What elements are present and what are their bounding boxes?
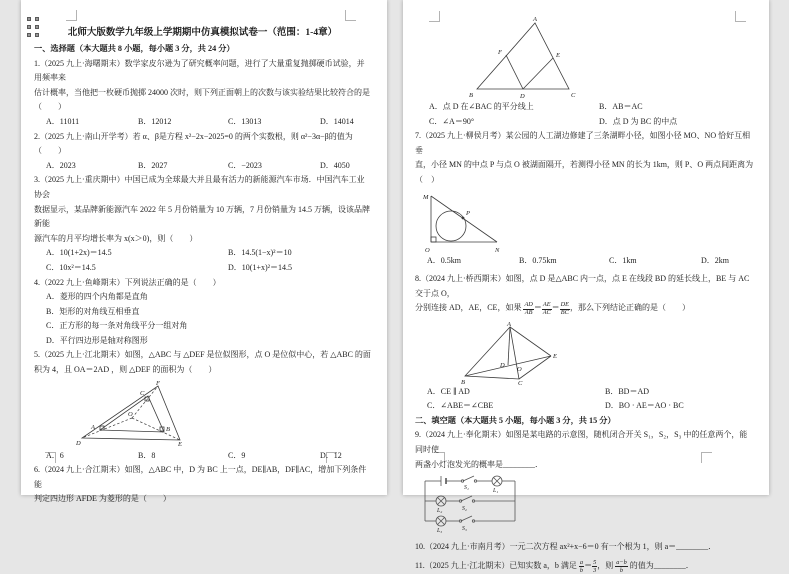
figure-label: B [469, 92, 473, 99]
figure-label: E [552, 353, 557, 360]
option-c: C．∠ABE＝∠CBE [427, 399, 605, 414]
fraction: $\frac{a-b}{b}$ [615, 560, 628, 574]
option-a: A．菱形的四个内角都是直角 [34, 290, 371, 305]
option-c: C．−2023 [228, 159, 320, 174]
question-10-text: 10.（2024 九上·市南月考）一元二次方程 ax²+x−6＝0 有一个根为 1，则 a＝________． [415, 540, 755, 555]
option-a: A．点 D 在∠BAC 的平分线上 [429, 100, 599, 115]
figure-label: C [518, 380, 523, 385]
option-a: A．6 [46, 449, 138, 464]
switch-1-label: S₁ [464, 485, 469, 491]
option-c: C．13013 [228, 115, 320, 130]
figure-label: M [422, 194, 429, 201]
question-8-options [415, 385, 755, 414]
fraction: $\frac{AE}{AC}$ [542, 302, 552, 317]
question-2-options [34, 159, 371, 174]
question-9-text: 两盏小灯泡发光的概率是________． [415, 458, 755, 473]
figure-label: F [155, 380, 161, 387]
option-b: B．0.75km [519, 254, 609, 269]
figure-label: D [499, 362, 505, 369]
exam-title: 北师大版数学九年级上学期期中仿真模拟试卷一（范围：1-4章） [34, 26, 371, 41]
question-8-text: 分别连接 AD，AE，CE，如果 $\frac{AD}{AB}$ ＝ $\frac{AE}{AC}$ ＝ $\frac{DE}{BC}$ ，那么下列结论正确的是（ ） [415, 301, 755, 316]
question-8-text: 8.（2024 九上·桥西期末）如图，点 D 是△ABC 内一点，点 E 在线段 BD 的延长线上，BE 与 AC 交于点 O， [415, 272, 755, 301]
page-1 [21, 0, 387, 495]
option-b: B．矩形的对角线互相垂直 [34, 305, 371, 320]
fraction: $\frac{AD}{AB}$ [523, 302, 533, 317]
question-11-text: 11.（2025 九上·江北期末）已知实数 a，b 满足 $\frac{a}{b}$ ＝ $\frac{5}{3}$ ，则 $\frac{a-b}{b}$ 的值为________． [415, 559, 755, 574]
figure-q5-similar-triangles [76, 380, 206, 446]
option-a: A．10(1+2x)＝14.5 [46, 246, 228, 261]
question-1-text: 1.（2025 九上·海曙期末）数学家皮尔逊为了研究概率问题，进行了大量重复抛掷硬币试验，并用频率来 [34, 57, 371, 86]
option-d: D．点 D 为 BC 的中点 [599, 115, 755, 130]
figure-label: A [90, 424, 95, 431]
question-4-text: 4.（2022 九上·鱼峰期末）下列说法正确的是（ ） [34, 276, 371, 291]
question-1-options [34, 115, 371, 130]
figure-q9-circuit-diagram [419, 475, 523, 535]
option-d: D．平行四边形是轴对称图形 [34, 334, 371, 349]
figure-q6-triangle-parallelogram [469, 15, 581, 99]
option-d: D．BO · AE＝AO · BC [605, 399, 755, 414]
figure-label: O [128, 411, 133, 418]
figure-label: O [425, 247, 430, 254]
option-d: D．14014 [320, 115, 371, 130]
question-7-options [415, 254, 755, 269]
question-3-options [34, 246, 371, 275]
fraction: $\frac{5}{3}$ [592, 560, 597, 574]
option-d: D．12 [320, 449, 371, 464]
figure-label: A [532, 16, 537, 23]
figure-label: C [571, 92, 576, 99]
question-5-text: 积为 4，且 OA＝2AD ，则 △DEF 的面积为（ ） [34, 363, 371, 378]
section-2-heading: 二、填空题（本大题共 5 小题，每小题 3 分，共 15 分） [415, 414, 755, 429]
figure-label: D [519, 93, 525, 99]
option-c: C．1km [609, 254, 701, 269]
option-a: A．11011 [46, 115, 138, 130]
figure-label: P [465, 210, 470, 217]
figure-label: B [461, 379, 465, 385]
figure-label: N [494, 247, 500, 254]
option-b: B．12012 [138, 115, 228, 130]
option-d: D．4050 [320, 159, 371, 174]
question-2-text: 2.（2025 九上·南山开学考）若 α、β是方程 x²−2x−2025=0 的两个实数根，则 α²−3α−β的值为（ ） [34, 130, 371, 159]
figure-label: F [497, 49, 503, 56]
switch-3-label: S₃ [462, 526, 467, 532]
switch-2-label: S₂ [462, 506, 467, 512]
option-c: C．正方形的每一条对角线平分一组对角 [34, 319, 371, 334]
question-3-text: 3.（2025 九上·重庆期中）中国已成为全球最大并且最有活力的新能源汽车市场．中国汽车工业协会 [34, 173, 371, 202]
lamp-1-label: L₁ [492, 488, 498, 494]
question-9-text: 9.（2024 九上·奉化期末）如图是某电路的示意图，随机闭合开关 S₁，S₂，S₃ 中的任意两个，能同时使 [415, 428, 755, 457]
question-1-text: 估计概率，当他把一枚硬币抛掷 24000 次时，则下列正面朝上的次数与该实验结果比较符合的是 [34, 86, 371, 101]
option-b: B．8 [138, 449, 228, 464]
figure-label: D [76, 440, 81, 446]
figure-q7-lake-right-triangle [421, 190, 505, 254]
option-c: C．∠A＝90° [429, 115, 599, 130]
question-6-text: 6.（2024 九上·合江期末）如图，△ABC 中，D 为 BC 上一点，DE∥AB，DF∥AC，增加下列条件能 [34, 463, 371, 492]
option-b: B．BD＝AD [605, 385, 755, 400]
figure-q8-triangle-with-cevians [461, 319, 559, 385]
figure-label: O [517, 366, 522, 373]
figure-label: B [166, 426, 170, 433]
figure-label: C [140, 390, 145, 397]
figure-label: E [177, 441, 182, 446]
question-5-options [34, 449, 371, 464]
option-a: A．0.5km [427, 254, 519, 269]
option-b: B．14.5(1−x)²＝10 [228, 246, 371, 261]
question-3-text: 源汽车的月平均增长率为 x(x＞0)，则（ ） [34, 232, 371, 247]
section-1-heading: 一、选择题（本大题共 8 小题，每小题 3 分，共 24 分） [34, 42, 371, 57]
option-a: A．CE ∥ AD [427, 385, 605, 400]
option-a: A．2023 [46, 159, 138, 174]
figure-label: E [555, 52, 560, 59]
page-2 [403, 0, 769, 495]
question-1-text: （ ） [34, 100, 371, 115]
question-7-text: 直，小径 MN 的中点 P 与点 O 被湖面隔开，若测得小径 MN 的长为 1km，则 P、O 两点间距离为（ ） [415, 158, 755, 187]
option-b: B．AB＝AC [599, 100, 755, 115]
fraction: $\frac{DE}{BC}$ [560, 302, 570, 317]
option-c: C．10x²＝14.5 [46, 261, 228, 276]
question-5-text: 5.（2025 九上·江北期末）如图，△ABC 与 △DEF 是位似图形，点 O 是位似中心，若 △ABC 的面 [34, 348, 371, 363]
question-7-text: 7.（2025 九上·柳侯月考）某公园的人工湖边修建了三条湖畔小径，如图小径 MO、NO 恰好互相垂 [415, 129, 755, 158]
lamp-2-label: L₂ [436, 508, 442, 514]
figure-label: A [506, 321, 511, 328]
option-c: C．9 [228, 449, 320, 464]
option-d: D．2km [701, 254, 755, 269]
question-6-text: 判定四边形 AFDE 为菱形的是（ ） [34, 492, 371, 507]
lamp-3-label: L₃ [436, 528, 442, 534]
fraction: $\frac{a}{b}$ [579, 560, 584, 574]
question-6-options [415, 100, 755, 129]
option-d: D．10(1+x)²＝14.5 [228, 261, 371, 276]
option-b: B．2027 [138, 159, 228, 174]
question-3-text: 数据显示，某品牌新能源汽车 2022 年 5 月份销量为 10 万辆，7 月份销量为 14.5 万辆，设该品牌新能 [34, 203, 371, 232]
